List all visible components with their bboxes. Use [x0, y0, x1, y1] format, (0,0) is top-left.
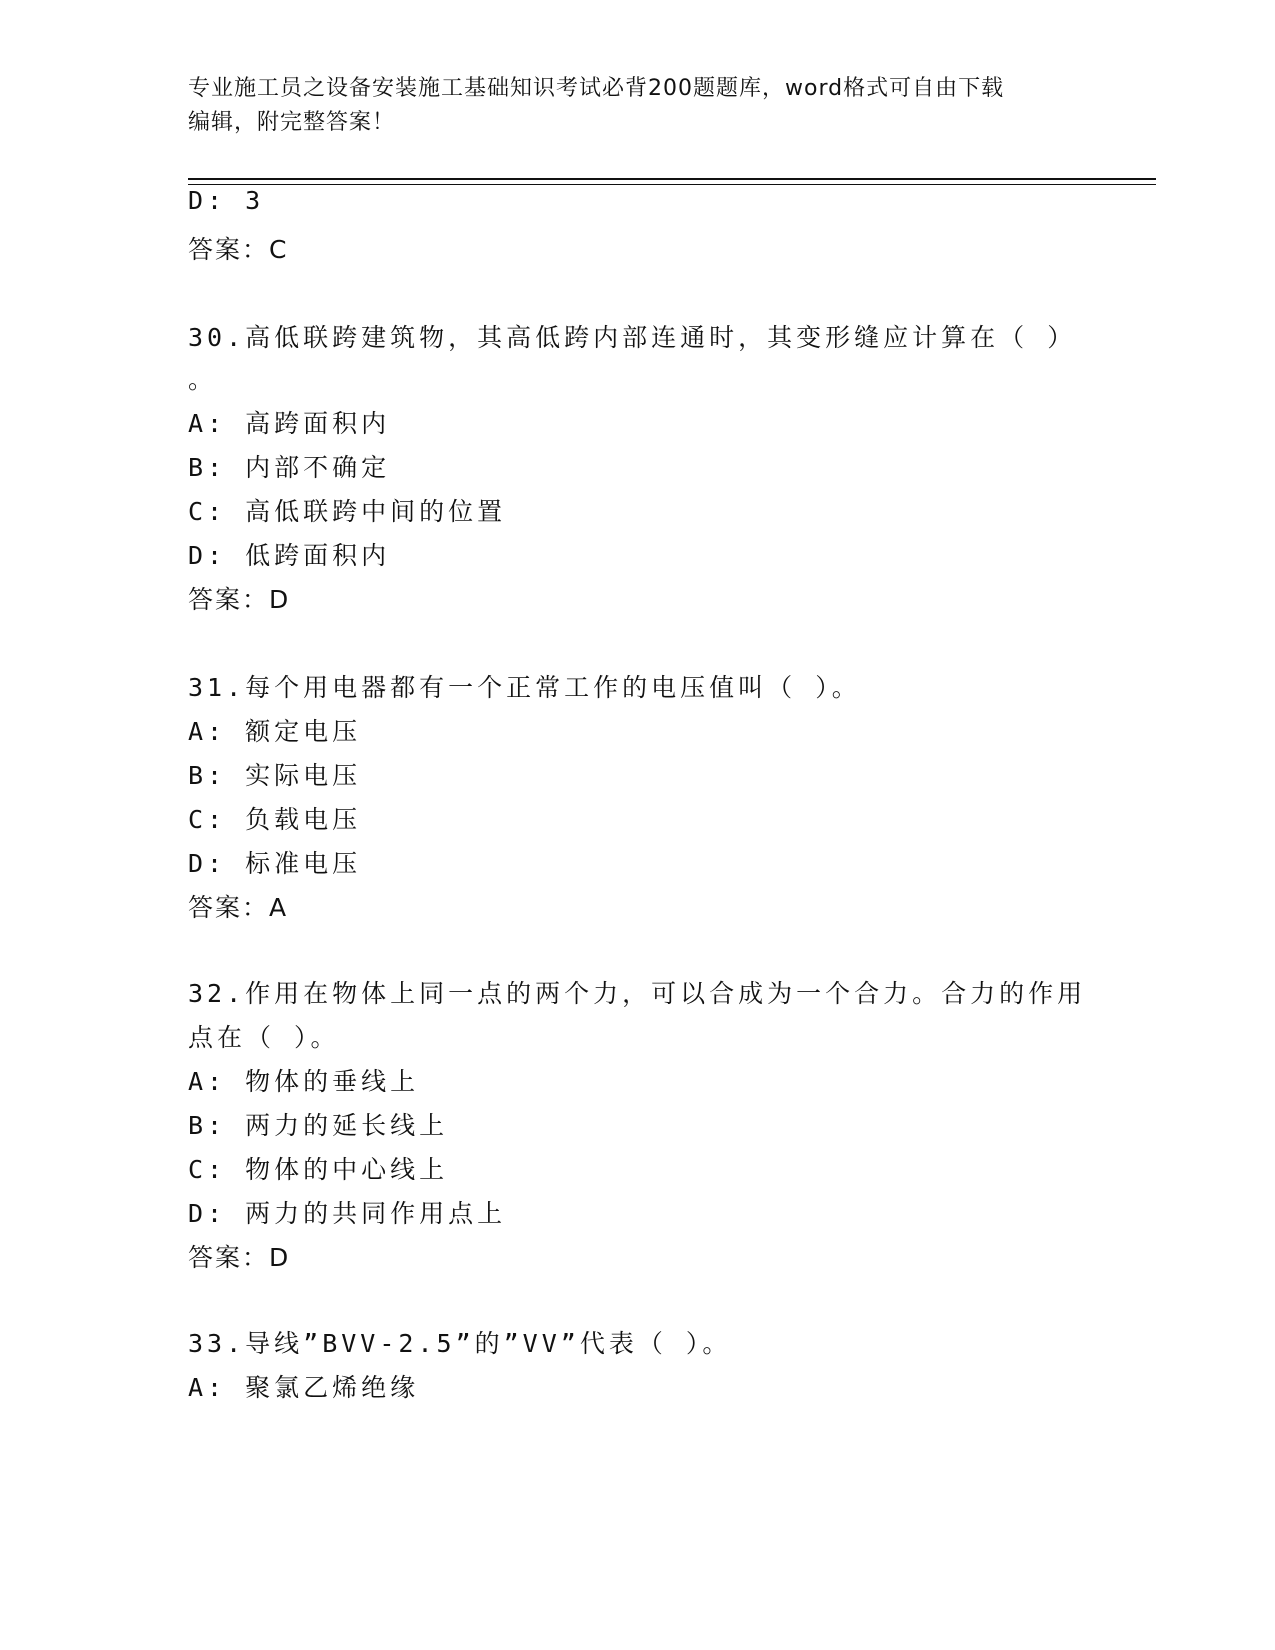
- q33-question: 33.导线”BVV-2.5”的”VV”代表（ ）。: [188, 1329, 732, 1358]
- q32-question-cont: 点在（ ）。: [188, 1023, 340, 1052]
- q30-question-cont: 。: [188, 365, 218, 394]
- q30-question: 30.高低联跨建筑物，其高低跨内部连通时，其变形缝应计算在（ ）: [188, 323, 1077, 352]
- q32-option-c: C: 物体的中心线上: [188, 1155, 449, 1184]
- q31-option-a: A: 额定电压: [188, 717, 362, 746]
- q29-answer: 答案：C: [188, 235, 289, 264]
- q29-option-d: D: 3: [188, 186, 265, 215]
- q30-option-a: A: 高跨面积内: [188, 409, 391, 438]
- q32-option-d: D: 两力的共同作用点上: [188, 1199, 507, 1228]
- q30-option-c: C: 高低联跨中间的位置: [188, 497, 507, 526]
- q32-option-b: B: 两力的延长线上: [188, 1111, 449, 1140]
- header-title-line-1: 专业施工员之设备安装施工基础知识考试必背200题题库，word格式可自由下载: [188, 76, 1005, 101]
- header-divider-thick: [188, 178, 1156, 180]
- q31-question: 31.每个用电器都有一个正常工作的电压值叫（ ）。: [188, 673, 861, 702]
- q32-option-a: A: 物体的垂线上: [188, 1067, 420, 1096]
- q31-option-b: B: 实际电压: [188, 761, 362, 790]
- q31-answer: 答案：A: [188, 893, 289, 922]
- document-header: [188, 72, 1088, 140]
- q30-answer: 答案：D: [188, 585, 291, 614]
- q31-option-d: D: 标准电压: [188, 849, 362, 878]
- header-divider-thin: [188, 184, 1156, 185]
- q31-option-c: C: 负载电压: [188, 805, 362, 834]
- q33-option-a: A: 聚氯乙烯绝缘: [188, 1373, 420, 1402]
- q32-question: 32.作用在物体上同一点的两个力，可以合成为一个合力。合力的作用: [188, 979, 1087, 1008]
- q32-answer: 答案：D: [188, 1243, 291, 1272]
- q30-option-b: B: 内部不确定: [188, 453, 391, 482]
- header-title-line-2: 编辑，附完整答案！: [188, 110, 396, 135]
- q30-option-d: D: 低跨面积内: [188, 541, 391, 570]
